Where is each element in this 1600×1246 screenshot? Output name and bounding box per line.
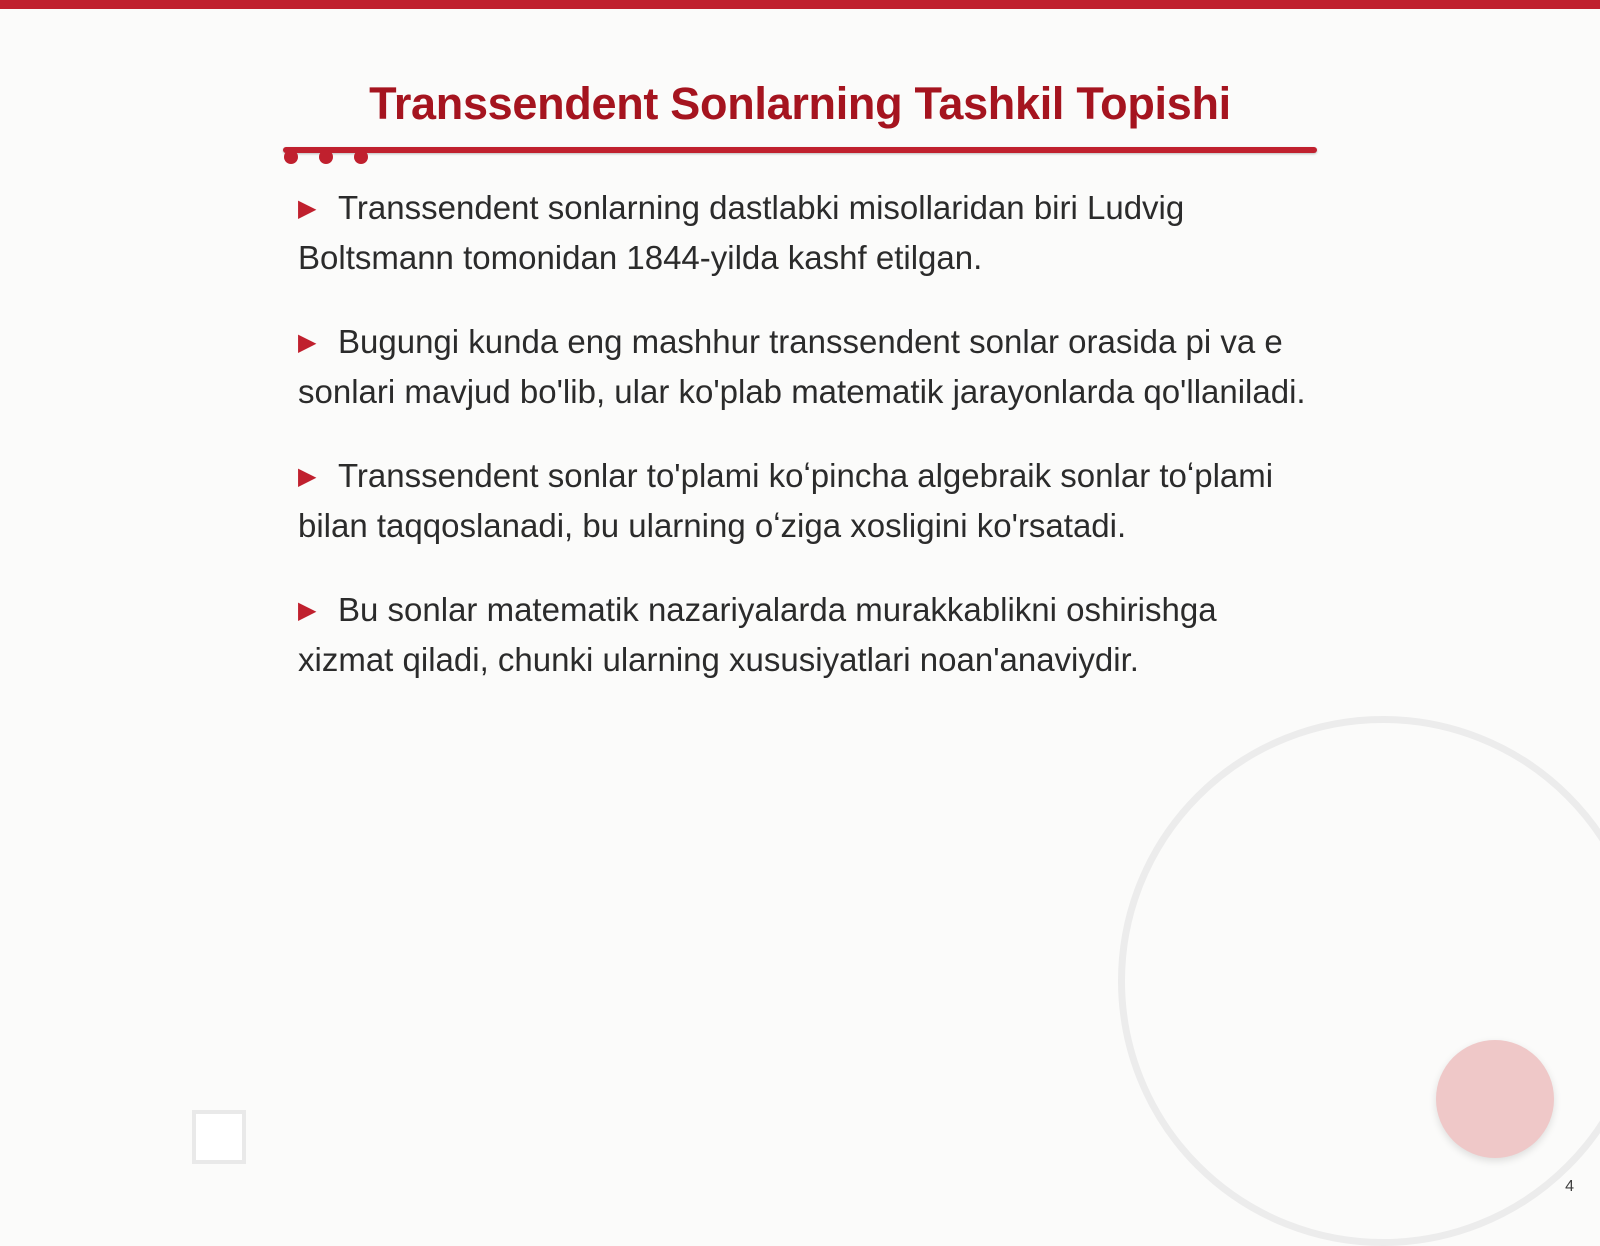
bullet-item [298, 452, 1318, 550]
bullet-text: Transsendent sonlarning dastlabki misollaridan biri Ludvig Boltsmann tomonidan 1844-yilda kashf etilgan. [298, 189, 1185, 276]
decorative-circle [1436, 1040, 1554, 1158]
underline-dot [284, 150, 298, 164]
top-accent-bar [0, 0, 1600, 9]
underline-dot [319, 150, 333, 164]
triangle-bullet-icon: ▶ [298, 597, 317, 624]
triangle-bullet-icon: ▶ [298, 463, 317, 490]
slide-title: Transsendent Sonlarning Tashkil Topishi [369, 78, 1231, 129]
bullet-text: Transsendent sonlar to'plami koʻpincha algebraik sonlar toʻplami bilan taqqoslanadi, bu ularning oʻziga xosligini ko'rsatadi. [298, 457, 1274, 544]
triangle-bullet-icon: ▶ [298, 195, 317, 222]
title-underline [283, 147, 1317, 153]
bullet-text: Bugungi kunda eng mashhur transsendent sonlar orasida pi va e sonlari mavjud bo'lib, ular ko'plab matematik jarayonlarda qo'llaniladi. [298, 323, 1306, 410]
underline-dot [354, 150, 368, 164]
decorative-ring [1118, 716, 1600, 1246]
page-number: 4 [1565, 1178, 1574, 1195]
bullet-item [298, 184, 1318, 282]
bullet-item [298, 586, 1318, 684]
decorative-square [192, 1110, 246, 1164]
bullet-item [298, 318, 1318, 416]
triangle-bullet-icon: ▶ [298, 329, 317, 356]
bullet-text: Bu sonlar matematik nazariyalarda murakkablikni oshirishga xizmat qiladi, chunki ularning xususiyatlari noan'anaviydir. [298, 591, 1217, 678]
bullet-list [298, 184, 1318, 720]
